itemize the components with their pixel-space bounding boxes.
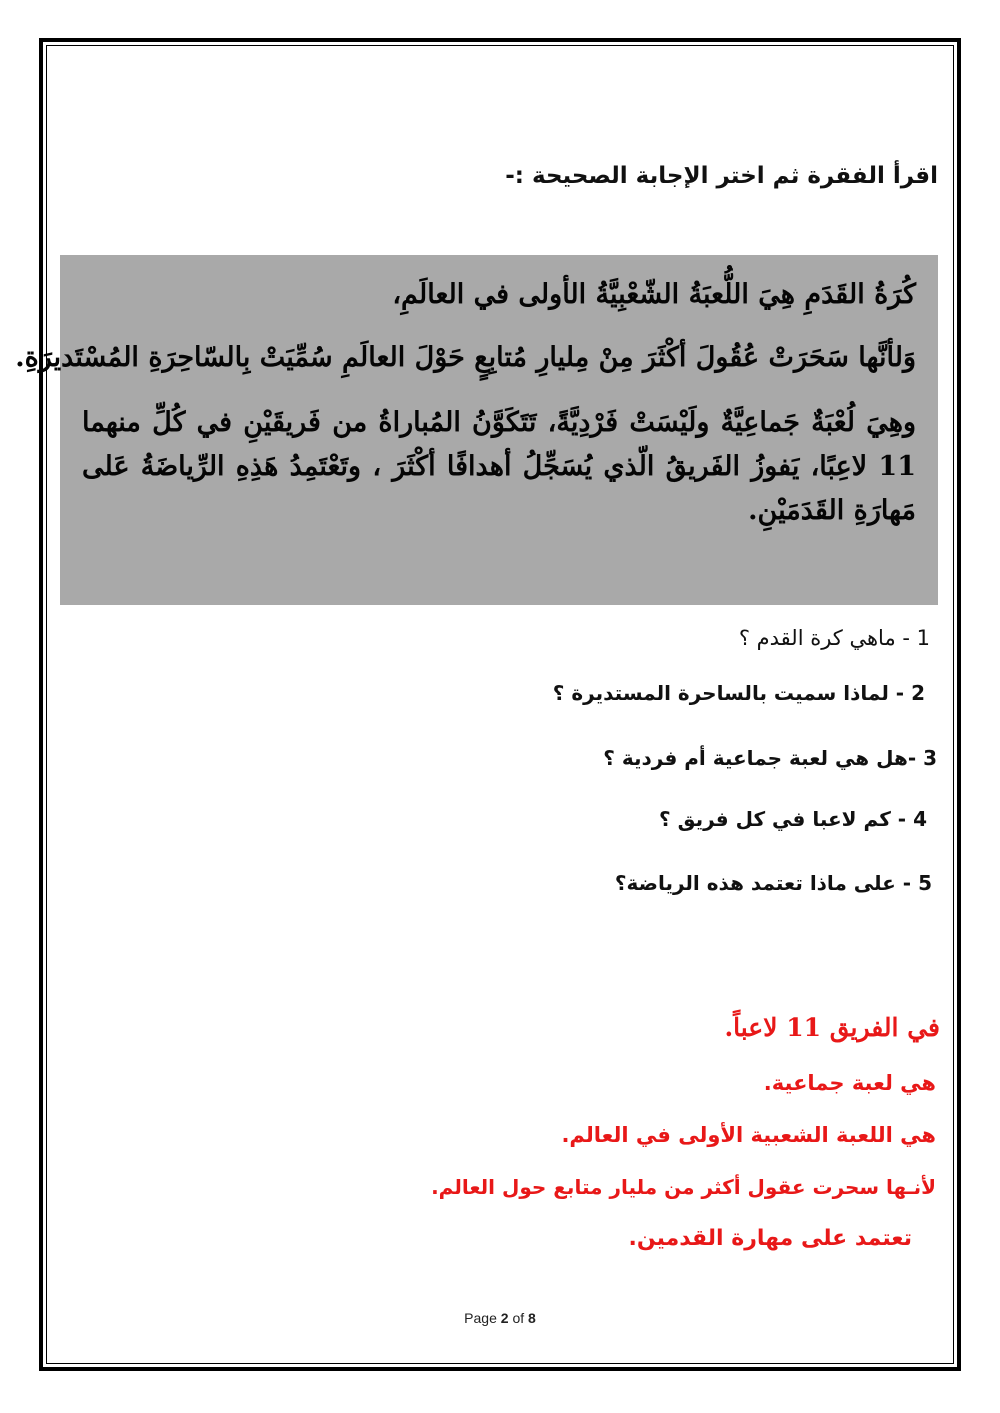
instruction-heading: اقرأ الفقرة ثم اختر الإجابة الصحيحة :- xyxy=(505,163,938,189)
reading-passage xyxy=(15,255,938,605)
answer-option-2[interactable]: هي لعبة جماعية. xyxy=(763,1071,936,1095)
question-2: 2 - لماذا سميت بالساحرة المستديرة ؟ xyxy=(552,681,925,705)
answer-option-1[interactable]: في الفريق 11 لاعباً. xyxy=(724,1013,940,1042)
question-4: 4 - كم لاعبا في كل فريق ؟ xyxy=(659,807,927,831)
question-5: 5 - على ماذا تعتمد هذه الرياضة؟ xyxy=(614,871,932,895)
question-3: 3 -هل هي لعبة جماعية أم فردية ؟ xyxy=(603,746,937,770)
answer-option-3[interactable]: هي اللعبة الشعبية الأولى في العالم. xyxy=(561,1123,936,1147)
answer-option-4[interactable]: لأنـها سحرت عقول أكثر من مليار متابع حول العالم. xyxy=(431,1175,936,1199)
passage-line-3: وهِيَ لُعْبَةٌ جَماعِيَّةٌ ولَيْسَتْ فَرْدِيَّةً، تَتَكَوَّنُ المُباراةُ من فَريقَيْنِ في كُلِّ منهما 11 لاعِبًا، يَفوزُ الفَريقُ الّذي يُسَجِّلُ أهدافًا أكْثَرَ ، وتَعْتَمِدُ هَذِهِ الرِّياضَةُ عَلى مَهارَةِ القَدَمَيْنِ. xyxy=(82,407,916,526)
page-number-footer xyxy=(0,1310,1000,1326)
footer-of-word: of xyxy=(512,1310,525,1326)
footer-page-word: Page xyxy=(464,1310,497,1326)
passage-line-1: كُرَةُ القَدَمِ هِيَ اللُّعبَةُ الشّعْبِيَّةُ الأولى في العالَمِ، xyxy=(392,279,916,310)
question-1: 1 - ماهي كرة القدم ؟ xyxy=(738,626,930,650)
passage-line-2: وَلأنَّها سَحَرَتْ عُقُولَ أكْثَرَ مِنْ مِليارِ مُتابِعٍ حَوْلَ العالَمِ سُمِّيَتْ بِالسّاحِرَةِ المُسْتَديرَةِ. xyxy=(15,342,916,373)
answer-option-5[interactable]: تعتمد على مهارة القدمين. xyxy=(628,1226,912,1251)
footer-current-page: 2 xyxy=(500,1310,509,1326)
footer-total-pages: 8 xyxy=(528,1310,536,1326)
